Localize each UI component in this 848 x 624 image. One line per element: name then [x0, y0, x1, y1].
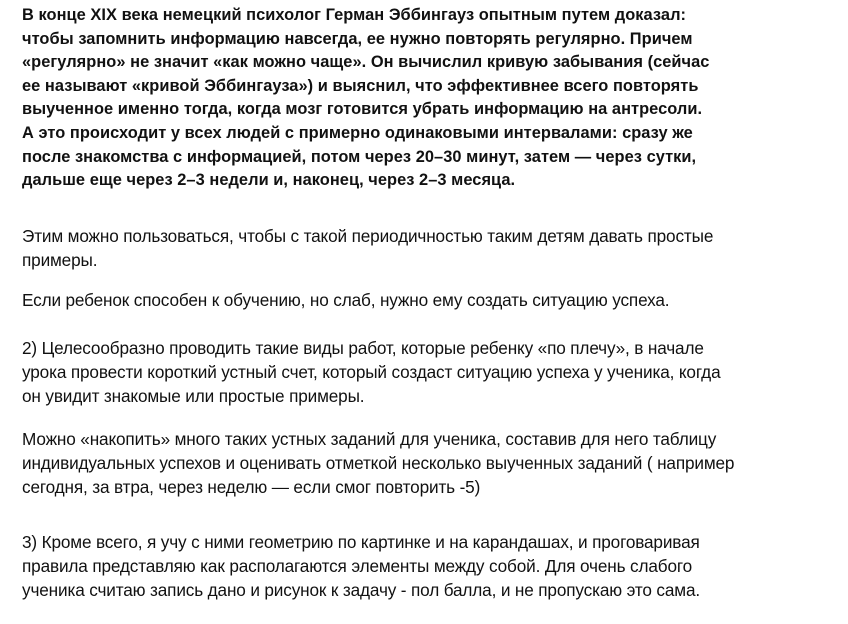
text-line: примеры.	[22, 250, 98, 270]
text-line: Этим можно пользоваться, чтобы с такой периодичностью таким детям давать простые	[22, 226, 714, 246]
text-line: 3) Кроме всего, я учу с ними геометрию по картинке и на карандашах, и проговаривая	[22, 532, 700, 552]
text-line: урока провести короткий устный счет, который создаст ситуацию успеха у ученика, когда	[22, 362, 721, 382]
text-line: В конце XIX века немецкий психолог Герман Эббингауз опытным путем доказал:	[22, 6, 687, 24]
paragraph-point-3	[22, 530, 837, 602]
paragraph-point-2	[22, 336, 837, 408]
text-line: 2) Целесообразно проводить такие виды работ, которые ребенку «по плечу», в начале	[22, 338, 704, 358]
text-line: после знакомства с информацией, потом через 20–30 минут, затем — через сутки,	[22, 147, 697, 166]
text-line: ее называют «кривой Эббингауза») и выяснил, что эффективнее всего повторять	[22, 76, 699, 95]
text-line: чтобы запомнить информацию навсегда, ее нужно повторять регулярно. Причем	[22, 29, 693, 48]
text-line: дальше еще через 2–3 недели и, наконец, через 2–3 месяца.	[22, 171, 516, 190]
text-line: ученика считаю запись дано и рисунок к задачу - пол балла, и не пропускаю это сама.	[22, 580, 700, 600]
text-line: индивидуальных успехов и оценивать отметкой несколько выученных заданий ( например	[22, 453, 735, 473]
text-line: А это происходит у всех людей с примерно одинаковыми интервалами: сразу же	[22, 123, 693, 142]
paragraph-accumulate-tasks	[22, 427, 837, 499]
text-line: «регулярно» не значит «как можно чаще». Он вычислил кривую забывания (сейчас	[22, 53, 710, 72]
text-line: Можно «накопить» много таких устных заданий для ученика, составив для него таблицу	[22, 429, 717, 449]
paragraph-periodicity	[22, 224, 837, 272]
text-line: сегодня, за втра, через неделю — если смог повторить -5)	[22, 477, 481, 497]
text-line: выученное именно тогда, когда мозг готовится убрать информацию на антресоли.	[22, 100, 703, 119]
paragraph-ebbinghaus	[22, 4, 837, 193]
text-line: Если ребенок способен к обучению, но слаб, нужно ему создать ситуацию успеха.	[22, 290, 670, 310]
text-line: правила представляю как располагаются элементы между собой. Для очень слабого	[22, 556, 692, 576]
paragraph-success-situation	[22, 288, 837, 312]
text-line: он увидит знакомые или простые примеры.	[22, 386, 365, 406]
